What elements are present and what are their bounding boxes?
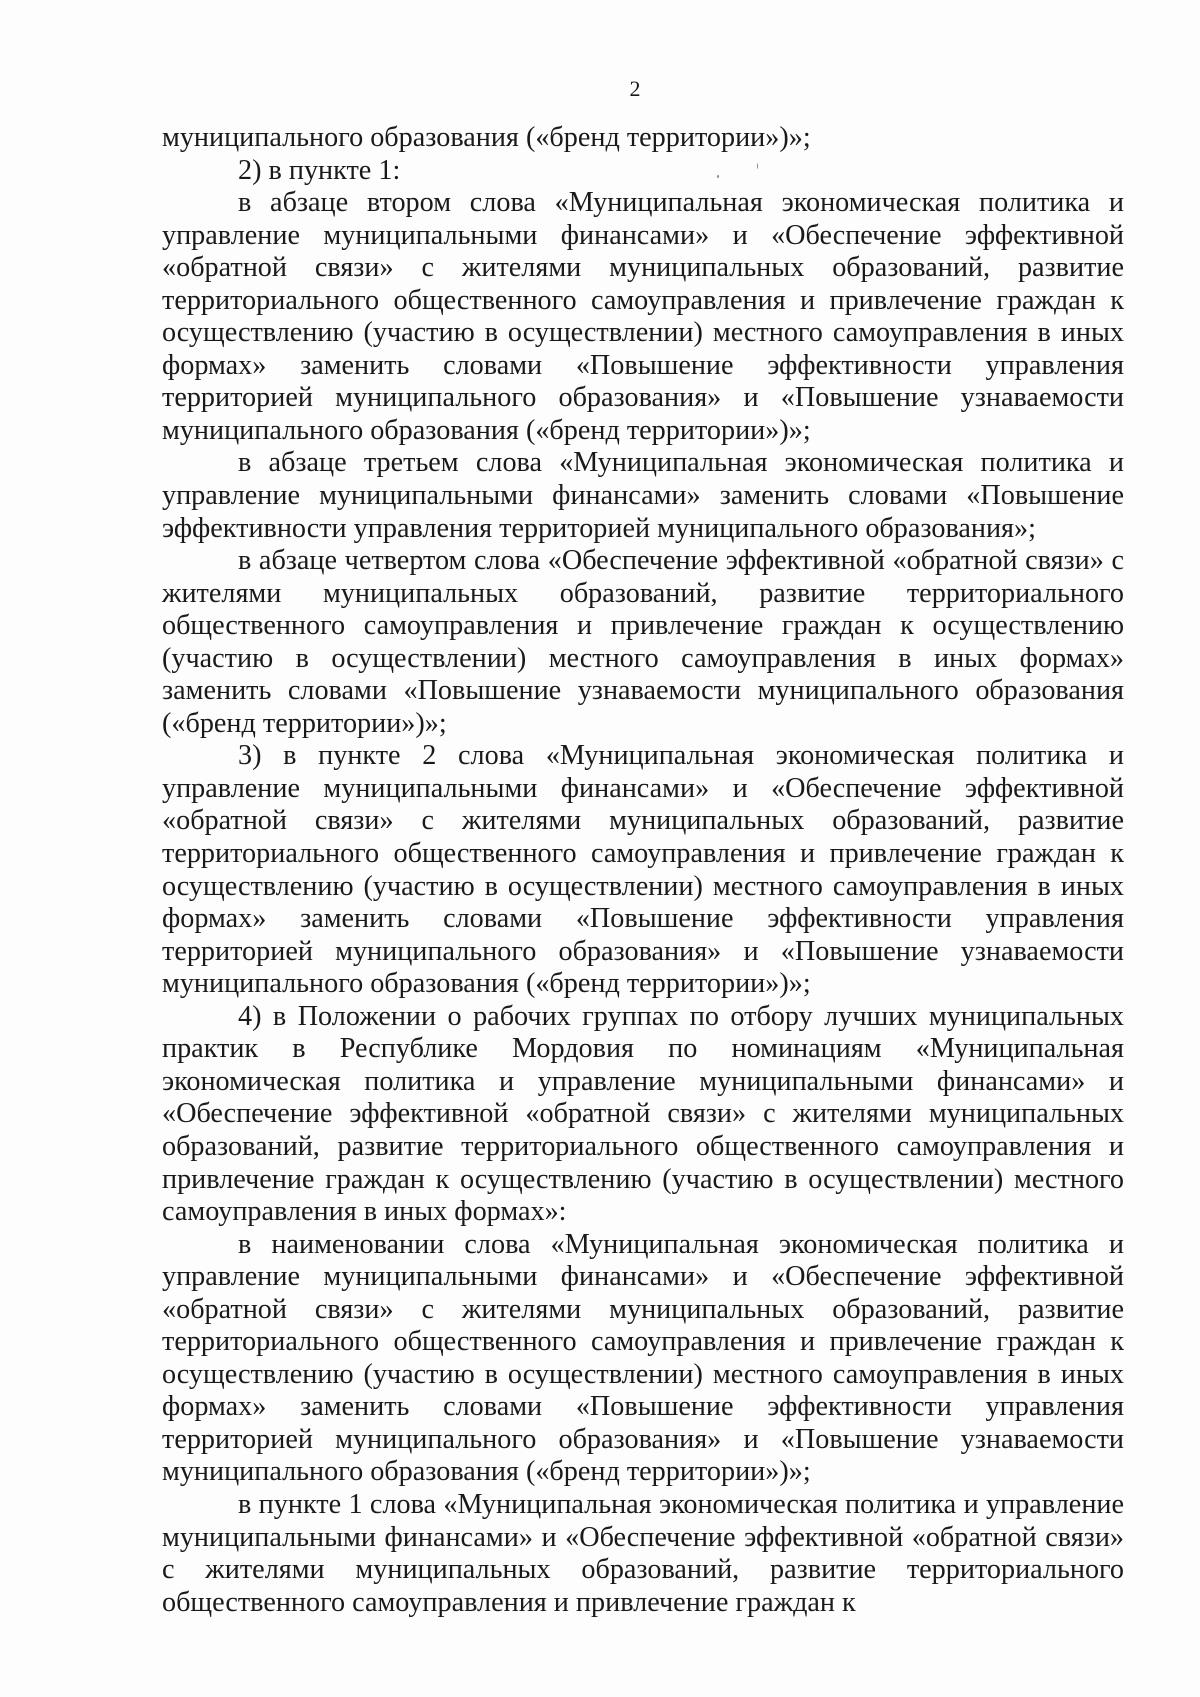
paragraph: в абзаце четвертом слова «Обеспечение эффективной «обратной связи» с жителями муниципальных образований, развитие территориального общественного самоуправления и привлечение граждан к осуществлению (участию в осуществлении) местного самоуправления в иных формах» заменить словами «Повышение узнаваемости муниципального образования («бренд территории»)»; bbox=[162, 545, 1124, 739]
paragraph: 2) в пункте 1: bbox=[238, 154, 401, 186]
paragraph: в наименовании слова «Муниципальная экономическая политика и управление муниципальными финансами» и «Обеспечение эффективной «обратной связи» с жителями муниципальных образований, развитие территориального общественного самоуправления и привлечение граждан к осуществлению (участию в осуществлении) местного самоуправления в иных формах» заменить словами «Повышение эффективности управления территорией муниципального образования» и «Повышение узнаваемости муниципального образования («бренд территории»)»; bbox=[162, 1228, 1124, 1488]
paragraph: муниципального образования («бренд территории»)»; bbox=[162, 122, 811, 153]
paragraph: в абзаце третьем слова «Муниципальная экономическая политика и управление муниципальными финансами» заменить словами «Повышение эффективности управления территорией муниципального образования»; bbox=[162, 447, 1124, 544]
body-text bbox=[162, 122, 1124, 1619]
page-number: 2 bbox=[629, 76, 641, 101]
paragraph: в пункте 1 слова «Муниципальная экономическая политика и управление муниципальными финансами» и «Обеспечение эффективной «обратной связи» с жителями муниципальных образований, развитие территориального общественного самоуправления и привлечение граждан к bbox=[162, 1488, 1124, 1618]
paragraph: 4) в Положении о рабочих группах по отбору лучших муниципальных практик в Республике Мордовия по номинациям «Муниципальная экономическая политика и управление муниципальными финансами» и «Обеспечение эффективной «обратной связи» с жителями муниципальных образований, развитие территориального общественного самоуправления и привлечение граждан к осуществлению (участию в осуществлении) местного самоуправления в иных формах»: bbox=[162, 1000, 1124, 1228]
paragraph: в абзаце втором слова «Муниципальная экономическая политика и управление муниципальными финансами» и «Обеспечение эффективной «обратной связи» с жителями муниципальных образований, развитие территориального общественного самоуправления и привлечение граждан к осуществлению (участию в осуществлении) местного самоуправления в иных формах» заменить словами «Повышение эффективности управления территорией муниципального образования» и «Повышение узнаваемости муниципального образования («бренд территории»)»; bbox=[162, 187, 1124, 446]
paragraph: 3) в пункте 2 слова «Муниципальная экономическая политика и управление муниципальными финансами» и «Обеспечение эффективной «обратной связи» с жителями муниципальных образований, развитие территориального общественного самоуправления и привлечение граждан к осуществлению (участию в осуществлении) местного самоуправления в иных формах» заменить словами «Повышение эффективности управления территорией муниципального образования» и «Повышение узнаваемости муниципального образования («бренд территории»)»; bbox=[162, 740, 1124, 1000]
